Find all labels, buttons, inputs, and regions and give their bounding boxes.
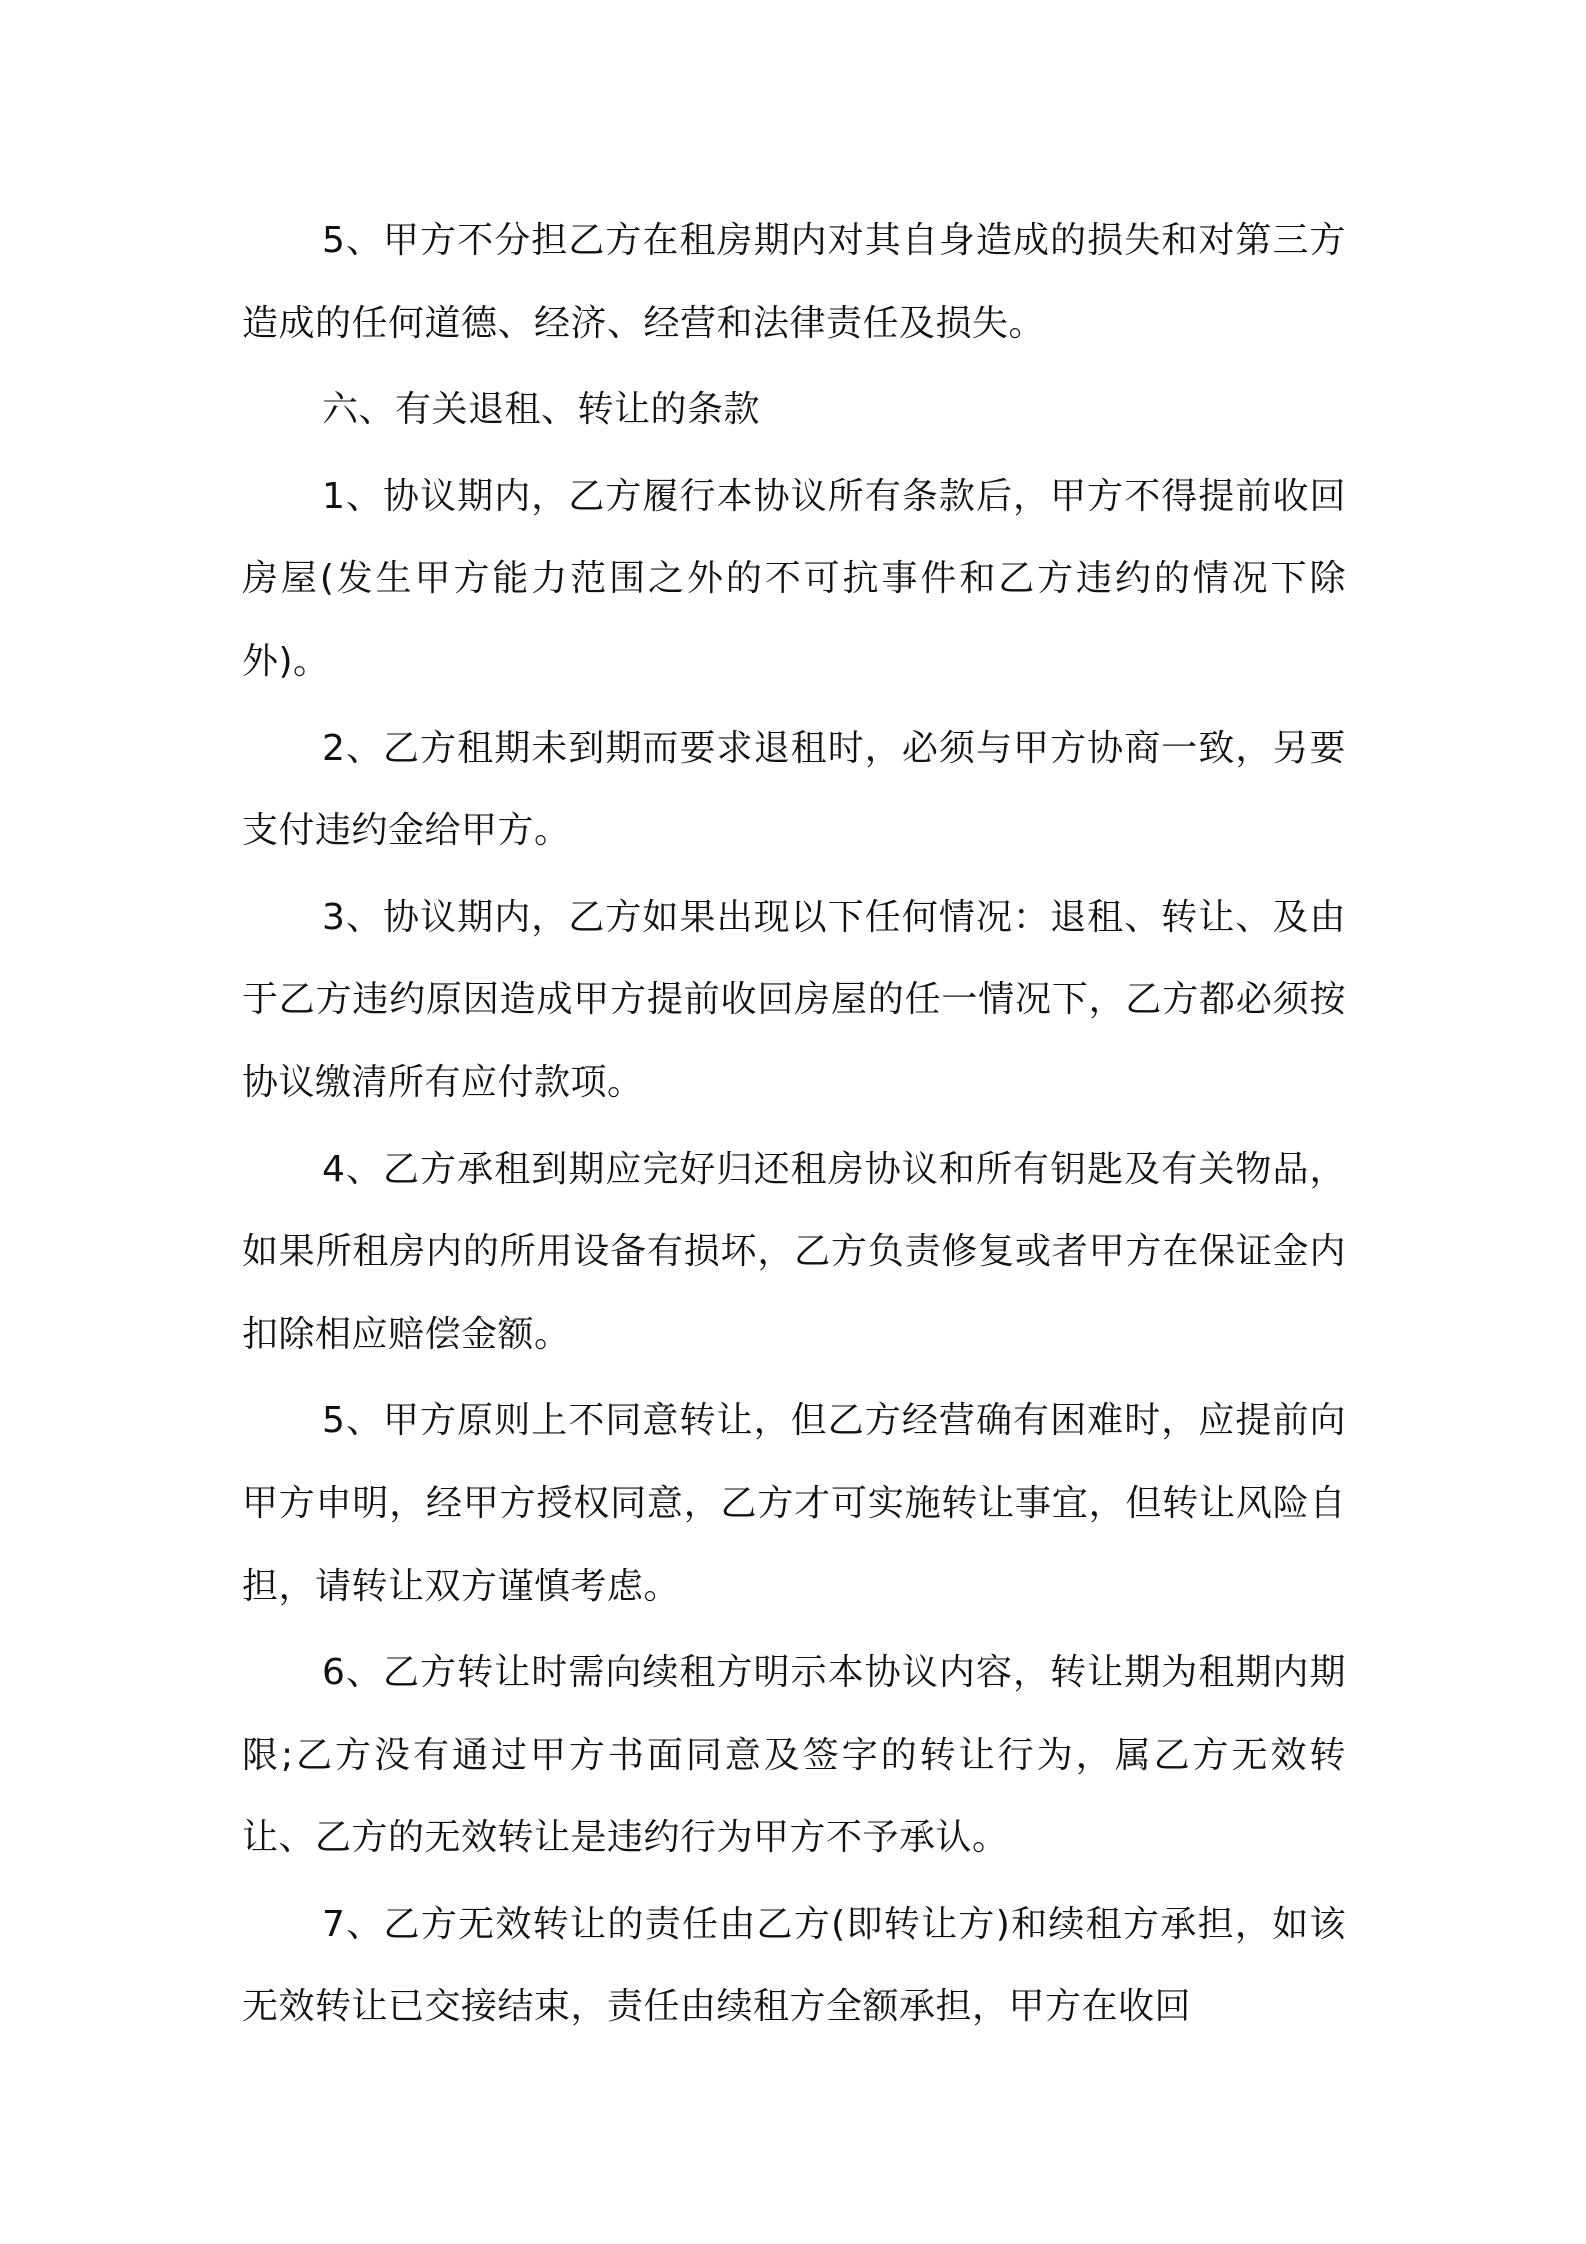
clause-3-payment-obligation: 3、协议期内，乙方如果出现以下任何情况：退租、转让、及由于乙方违约原因造成甲方提前收回房屋的任一情况下，乙方都必须按协议缴清所有应付款项。 bbox=[242, 896, 1346, 1103]
clause-4-return-of-items: 4、乙方承租到期应完好归还租房协议和所有钥匙及有关物品，如果所租房内的所用设备有损坏，乙方负责修复或者甲方在保证金内扣除相应赔偿金额。 bbox=[242, 1148, 1346, 1355]
clause-1-early-recovery: 1、协议期内，乙方履行本协议所有条款后，甲方不得提前收回房屋(发生甲方能力范围之外的不可抗事件和乙方违约的情况下除外)。 bbox=[242, 475, 1346, 682]
clause-2-early-termination: 2、乙方租期未到期而要求退租时，必须与甲方协商一致，另要支付违约金给甲方。 bbox=[242, 727, 1346, 852]
clause-5-transfer-consent: 5、甲方原则上不同意转让，但乙方经营确有困难时，应提前向甲方申明，经甲方授权同意，乙方才可实施转让事宜，但转让风险自担，请转让双方谨慎考虑。 bbox=[242, 1400, 1346, 1607]
document-body bbox=[242, 200, 1346, 2053]
clause-5-loss-liability: 5、甲方不分担乙方在租房期内对其自身造成的损失和对第三方造成的任何道德、经济、经营和法律责任及损失。 bbox=[242, 220, 1346, 344]
section-6-heading: 六、有关退租、转让的条款 bbox=[322, 389, 761, 431]
clause-7-invalid-transfer-liability: 7、乙方无效转让的责任由乙方(即转让方)和续租方承担，如该无效转让已交接结束，责任由续租方全额承担，甲方在收回 bbox=[242, 1903, 1346, 2028]
clause-6-transfer-disclosure: 6、乙方转让时需向续租方明示本协议内容，转让期为租期内期限;乙方没有通过甲方书面同意及签字的转让行为，属乙方无效转让、乙方的无效转让是违约行为甲方不予承认。 bbox=[242, 1652, 1346, 1859]
